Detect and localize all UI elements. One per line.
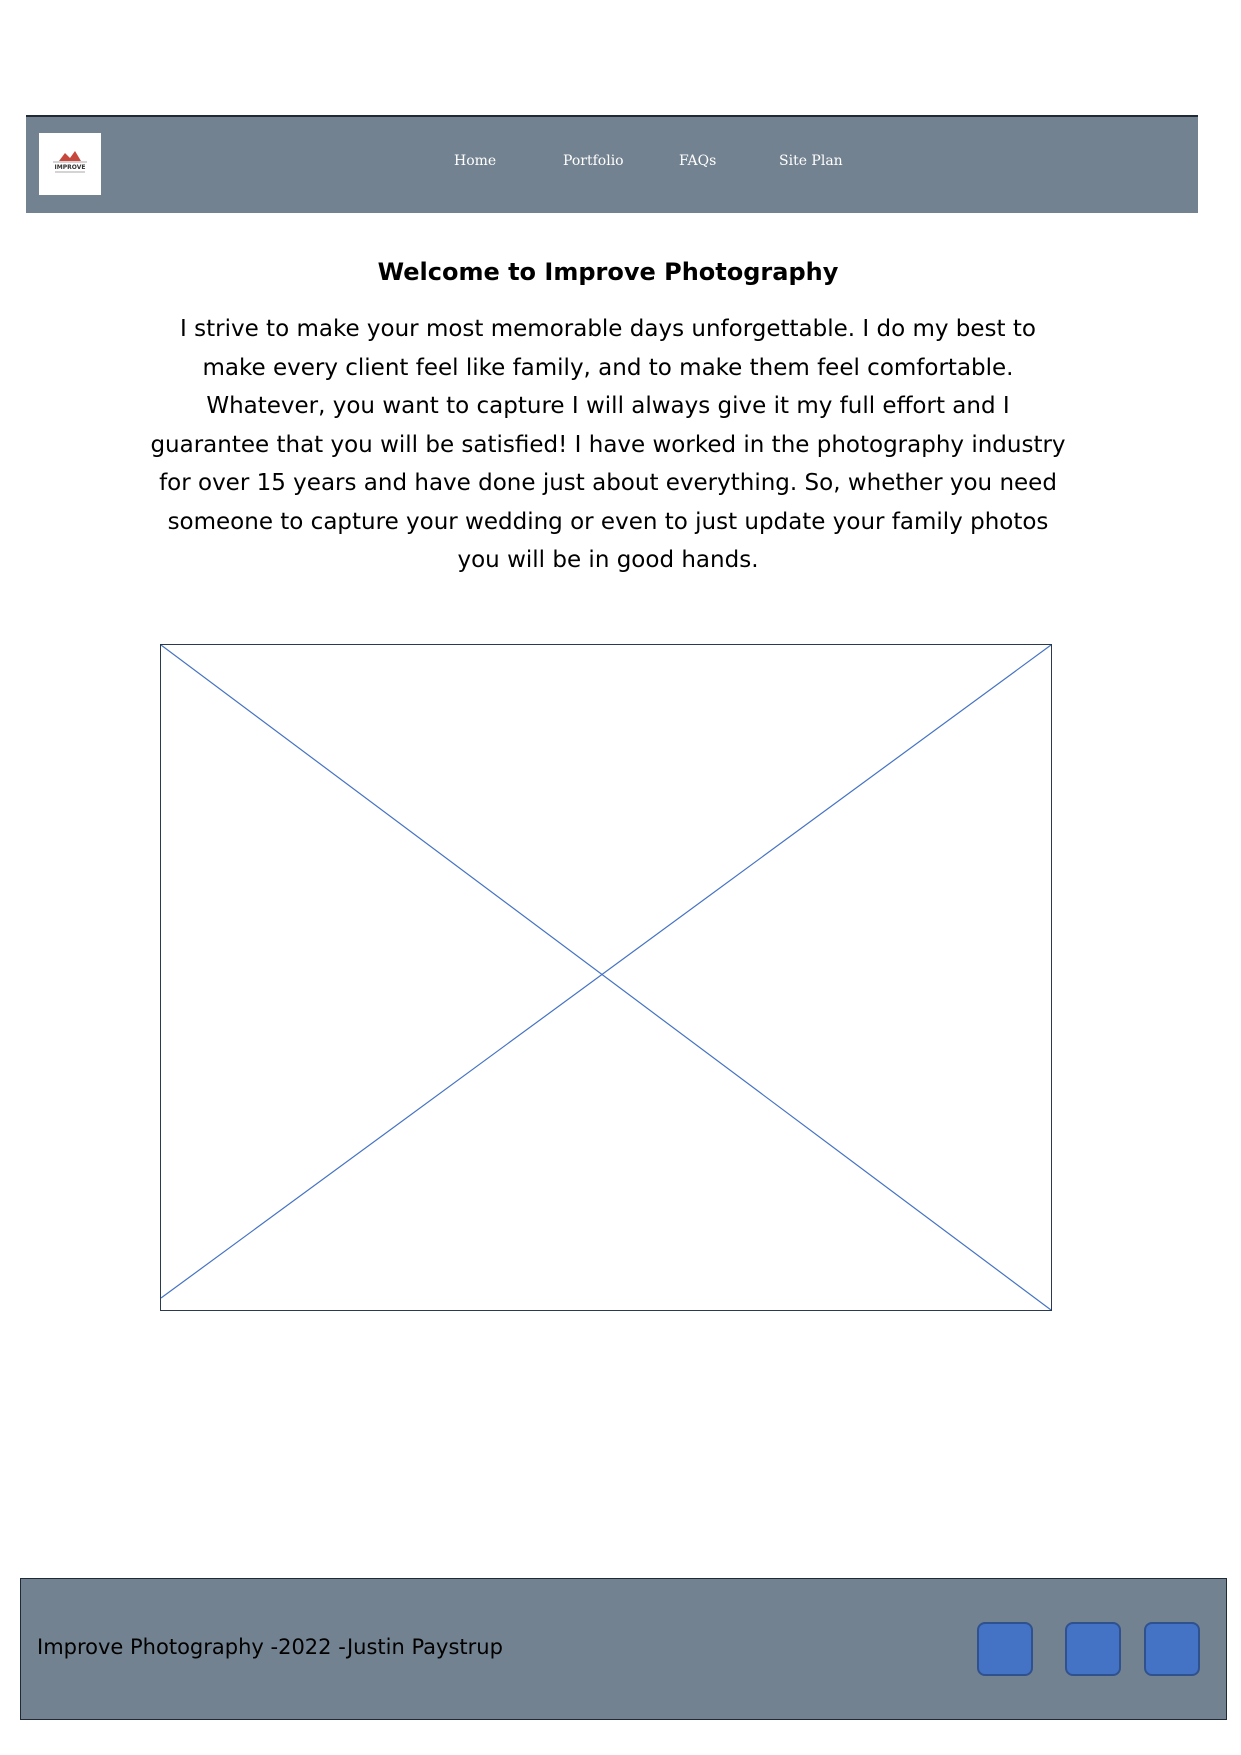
social-button-3[interactable] [1144, 1622, 1200, 1676]
main-nav [26, 117, 1198, 213]
social-button-2[interactable] [1065, 1622, 1121, 1676]
page-title: Welcome to Improve Photography [377, 258, 839, 286]
nav-faqs-link[interactable]: FAQs [679, 153, 717, 169]
social-button-1[interactable] [977, 1622, 1033, 1676]
navbar [26, 115, 1198, 213]
nav-home-link[interactable]: Home [454, 153, 497, 169]
intro-paragraph: I strive to make your most memorable days unforgettable. I do my best to make every client feel like family, and to make them feel comfortable. Whatever, you want to capture I will always give it my full effort and I guarantee that you will be satisfied! I have worked in the photography industry for over 15 years and have done just about everything. So, whether you need someone to capture your wedding or even to just update your family photos you will be in good hands. [150, 316, 1066, 573]
placeholder-cross-icon [161, 645, 1051, 1310]
nav-portfolio-link[interactable]: Portfolio [563, 153, 624, 169]
svg-text:IMPROVE: IMPROVE [54, 164, 86, 171]
image-placeholder [160, 644, 1052, 1311]
footer-copyright: Improve Photography -2022 -Justin Paystrup [37, 1635, 503, 1659]
nav-site-plan-link[interactable]: Site Plan [779, 153, 843, 169]
footer [20, 1578, 1227, 1720]
